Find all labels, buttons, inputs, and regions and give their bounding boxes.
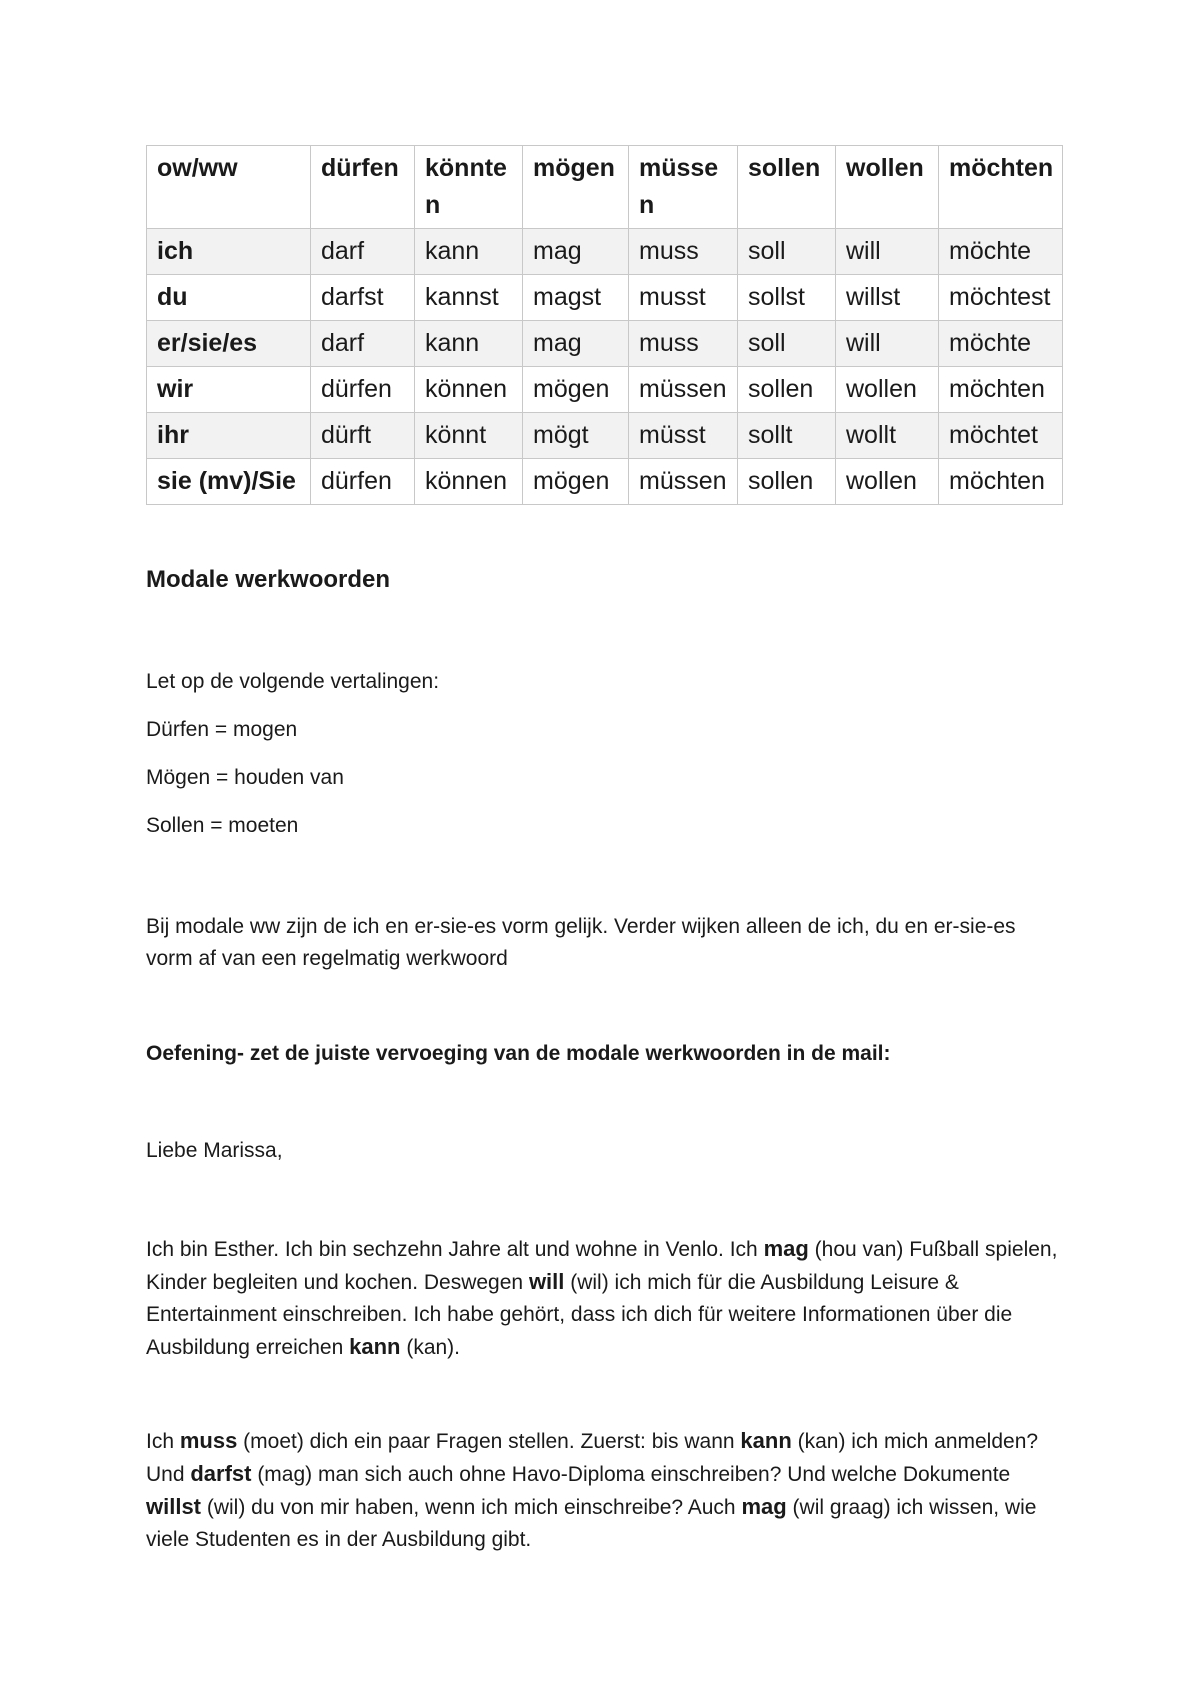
table-cell: muss bbox=[629, 321, 738, 367]
header-cell: müssen bbox=[629, 146, 738, 229]
table-row bbox=[147, 321, 1063, 367]
table-cell: möchten bbox=[939, 367, 1063, 413]
text-run: (wil) du von mir haben, wenn ich mich einschreibe? Auch bbox=[201, 1496, 742, 1519]
table-cell: sollen bbox=[738, 459, 836, 505]
table-cell: wollen bbox=[836, 459, 939, 505]
table-cell: sollen bbox=[738, 367, 836, 413]
text-run: Ich bin Esther. Ich bin sechzehn Jahre alt und wohne in Venlo. Ich bbox=[146, 1238, 764, 1261]
table-row bbox=[147, 459, 1063, 505]
text-run: (wil graag) ich wissen, wie viele Studenten es in der Ausbildung gibt. bbox=[146, 1496, 1037, 1551]
table-cell: mögen bbox=[523, 459, 629, 505]
header-cell: mögen bbox=[523, 146, 629, 229]
table-cell: magst bbox=[523, 275, 629, 321]
intro-text: Let op de volgende vertalingen: bbox=[146, 670, 440, 693]
table-row bbox=[147, 367, 1063, 413]
table-cell: möchte bbox=[939, 229, 1063, 275]
table-cell: möchtet bbox=[939, 413, 1063, 459]
table-cell: müsst bbox=[629, 413, 738, 459]
table-cell: willst bbox=[836, 275, 939, 321]
table-cell: kann bbox=[415, 229, 523, 275]
table-cell: müssen bbox=[629, 367, 738, 413]
exercise-title: Oefening- zet de juiste vervoeging van de modale werkwoorden in de mail: bbox=[146, 1042, 891, 1065]
table-cell: will bbox=[836, 229, 939, 275]
verb-answer: mag bbox=[741, 1494, 787, 1519]
table-cell: mögt bbox=[523, 413, 629, 459]
email-paragraph-1 bbox=[146, 1233, 1066, 1364]
email-paragraph-2 bbox=[146, 1425, 1066, 1556]
pronoun-cell: wir bbox=[147, 367, 311, 413]
table-cell: können bbox=[415, 459, 523, 505]
table-row bbox=[147, 413, 1063, 459]
verb-answer: muss bbox=[179, 1428, 238, 1453]
header-cell: wollen bbox=[836, 146, 939, 229]
table-header-row bbox=[147, 146, 1063, 229]
table-cell: soll bbox=[738, 229, 836, 275]
header-cell: ow/ww bbox=[147, 146, 311, 229]
header-cell: könnten bbox=[415, 146, 523, 229]
table-cell: möchtest bbox=[939, 275, 1063, 321]
pronoun-cell: er/sie/es bbox=[147, 321, 311, 367]
table-cell: kannst bbox=[415, 275, 523, 321]
verb-answer: will bbox=[528, 1269, 565, 1294]
text-run: (kan) ich mich anmelden? Und bbox=[146, 1430, 1039, 1486]
pronoun-cell: sie (mv)/Sie bbox=[147, 459, 311, 505]
table-cell: sollst bbox=[738, 275, 836, 321]
verb-answer: mag bbox=[763, 1236, 809, 1261]
table-cell: mag bbox=[523, 229, 629, 275]
section-title: Modale werkwoorden bbox=[146, 566, 391, 593]
pronoun-cell: du bbox=[147, 275, 311, 321]
verb-answer: darfst bbox=[190, 1461, 252, 1486]
verb-answer: kann bbox=[740, 1428, 792, 1453]
text-run: (hou van) Fußball spielen, Kinder begleiten und kochen. Deswegen bbox=[146, 1238, 1058, 1294]
verb-answer: willst bbox=[146, 1494, 202, 1519]
verb-answer: kann bbox=[349, 1334, 401, 1359]
table-cell: will bbox=[836, 321, 939, 367]
table-cell: wollen bbox=[836, 367, 939, 413]
header-cell: sollen bbox=[738, 146, 836, 229]
table-cell: soll bbox=[738, 321, 836, 367]
table-cell: darf bbox=[311, 229, 415, 275]
text-run: (kan). bbox=[400, 1336, 461, 1359]
translation-line: Dürfen = mogen bbox=[146, 718, 298, 741]
table-cell: können bbox=[415, 367, 523, 413]
table-cell: mag bbox=[523, 321, 629, 367]
table-cell: möchten bbox=[939, 459, 1063, 505]
table-cell: darfst bbox=[311, 275, 415, 321]
table-cell: sollt bbox=[738, 413, 836, 459]
table-cell: müssen bbox=[629, 459, 738, 505]
table-cell: dürfen bbox=[311, 367, 415, 413]
table-cell: dürft bbox=[311, 413, 415, 459]
table-cell: wollt bbox=[836, 413, 939, 459]
header-cell: dürfen bbox=[311, 146, 415, 229]
text-run: (wil) ich mich für die Ausbildung Leisure & Entertainment einschreiben. Ich habe gehört, dass ich dich für weitere Informationen über die Ausbildung erreichen bbox=[146, 1271, 1013, 1359]
table-cell: könnt bbox=[415, 413, 523, 459]
translation-line: Sollen = moeten bbox=[146, 814, 299, 837]
pronoun-cell: ich bbox=[147, 229, 311, 275]
conjugation-table bbox=[146, 145, 1063, 505]
table-row bbox=[147, 275, 1063, 321]
header-cell: möchten bbox=[939, 146, 1063, 229]
table-cell: dürfen bbox=[311, 459, 415, 505]
rule-paragraph: Bij modale ww zijn de ich en er-sie-es vorm gelijk. Verder wijken alleen de ich, du en er-sie-es vorm af van een regelmatig werkwoord bbox=[146, 915, 1016, 970]
pronoun-cell: ihr bbox=[147, 413, 311, 459]
text-run: (moet) dich ein paar Fragen stellen. Zuerst: bis wann bbox=[237, 1430, 741, 1453]
table-cell: musst bbox=[629, 275, 738, 321]
table-cell: darf bbox=[311, 321, 415, 367]
text-run: (mag) man sich auch ohne Havo-Diploma einschreiben? Und welche Dokumente bbox=[251, 1463, 1011, 1486]
translation-line: Mögen = houden van bbox=[146, 766, 344, 789]
table-cell: kann bbox=[415, 321, 523, 367]
table-cell: muss bbox=[629, 229, 738, 275]
table-cell: möchte bbox=[939, 321, 1063, 367]
table-row bbox=[147, 229, 1063, 275]
text-run: Ich bbox=[146, 1430, 180, 1453]
greeting: Liebe Marissa, bbox=[146, 1139, 283, 1162]
table-cell: mögen bbox=[523, 367, 629, 413]
